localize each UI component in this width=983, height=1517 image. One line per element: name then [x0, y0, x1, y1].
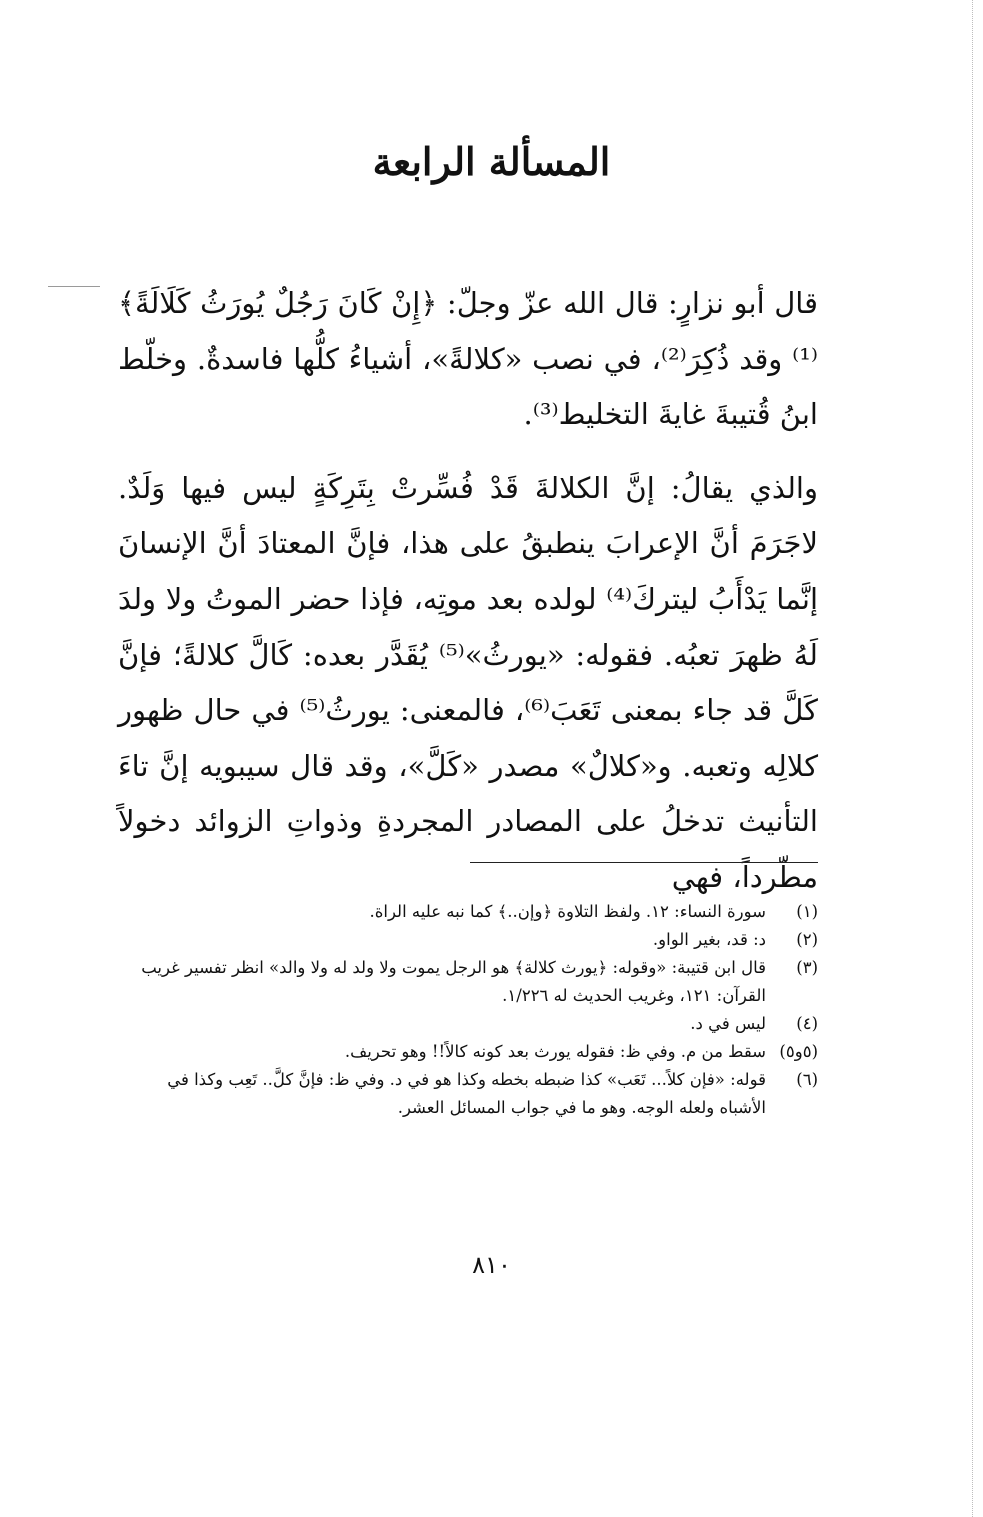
footnote-text: د: قد، بغير الواو. [652, 930, 766, 949]
footnote-item [118, 954, 818, 1010]
scan-mark-line [48, 286, 100, 287]
footnote-separator [470, 862, 818, 863]
footnote-number: (٢) [796, 930, 818, 949]
footnote-number: (١) [796, 902, 818, 921]
footnote-number: (٥و٥) [779, 1042, 818, 1061]
paragraph-2: والذي يقالُ: إنَّ الكلالةَ قَدْ فُسِّرتْ بِتَرِكَةٍ ليس فيها وَلَدٌ. لاجَرَمَ أنَّ الإعرابَ ينطبقُ على هذا، فإنَّ المعتادَ أنَّ الإنسانَ إنَّما يَدْأَبُ ليتركَ⁽⁴⁾ لولده بعد موتِه، فإذا حضر الموتُ ولا ولدَ لَهُ ظهرَ تعبُه. فقوله: «يورثُ»⁽⁵⁾ يُقَدَّر بعده: كَالَّ كلالةً؛ فإنَّ كَلَّ قد جاء بمعنى تَعَبَ⁽⁶⁾، فالمعنى: يورثُ⁽⁵⁾ في حال ظهور كلالِه وتعبه. و«كلالٌ» مصدر «كَلَّ»، وقد قال سيبويه إنَّ تاءَ التأنيث تدخلُ على المصادر المجردةِ وذواتِ الزوائد دخولاً مطّرداً، فهي [118, 470, 818, 894]
footnotes [118, 898, 818, 1122]
footnote-text: ليس في د. [690, 1014, 766, 1033]
main-text [118, 276, 818, 906]
footnote-item [118, 898, 818, 926]
footnote-number: (٤) [796, 1014, 818, 1033]
footnote-text: سورة النساء: ١٢. ولفظ التلاوة ﴿وإن..﴾ كما نبه عليه الراة. [369, 902, 766, 921]
footnote-item [118, 1010, 818, 1038]
footnote-item [118, 1066, 818, 1122]
footnote-text: سقط من م. وفي ظ: فقوله يورث بعد كونه كالاً!! وهو تحريف. [344, 1042, 766, 1061]
paragraph-1: قال أبو نزارٍ: قال الله عزّ وجلّ: ﴿إِنْ كَانَ رَجُلٌ يُورَثُ كَلَالَةً﴾⁽¹⁾ وقد ذُكِرَ⁽²⁾، في نصب «كلالةً»، أشياءُ كلُّها فاسدةٌ. وخلّط ابنُ قُتيبةَ غايةَ التخليط⁽³⁾. [118, 286, 818, 432]
footnote-text: قال ابن قتيبة: «وقوله: ﴿يورث كلالة﴾ هو الرجل يموت ولا ولد له ولا والد» انظر تفسير غريب القرآن: ١٢١، وغريب الحديث له ١/٢٢٦. [141, 958, 766, 1005]
page-edge-line [972, 0, 973, 1517]
page-number: ٨١٠ [472, 1251, 511, 1279]
footnote-item [118, 1038, 818, 1066]
footnote-item [118, 926, 818, 954]
footnote-number: (٣) [796, 958, 818, 977]
footnote-number: (٦) [796, 1070, 818, 1089]
chapter-title: المسألة الرابعة [372, 139, 611, 184]
footnote-text: قوله: «فإن كلاً... تَعَب» كذا ضبطه بخطه وكذا هو في د. وفي ظ: فإنَّ كلَّ.. تَعِب وكذا في الأشباه ولعله الوجه. وهو ما في جواب المسائل العشر. [167, 1070, 766, 1117]
